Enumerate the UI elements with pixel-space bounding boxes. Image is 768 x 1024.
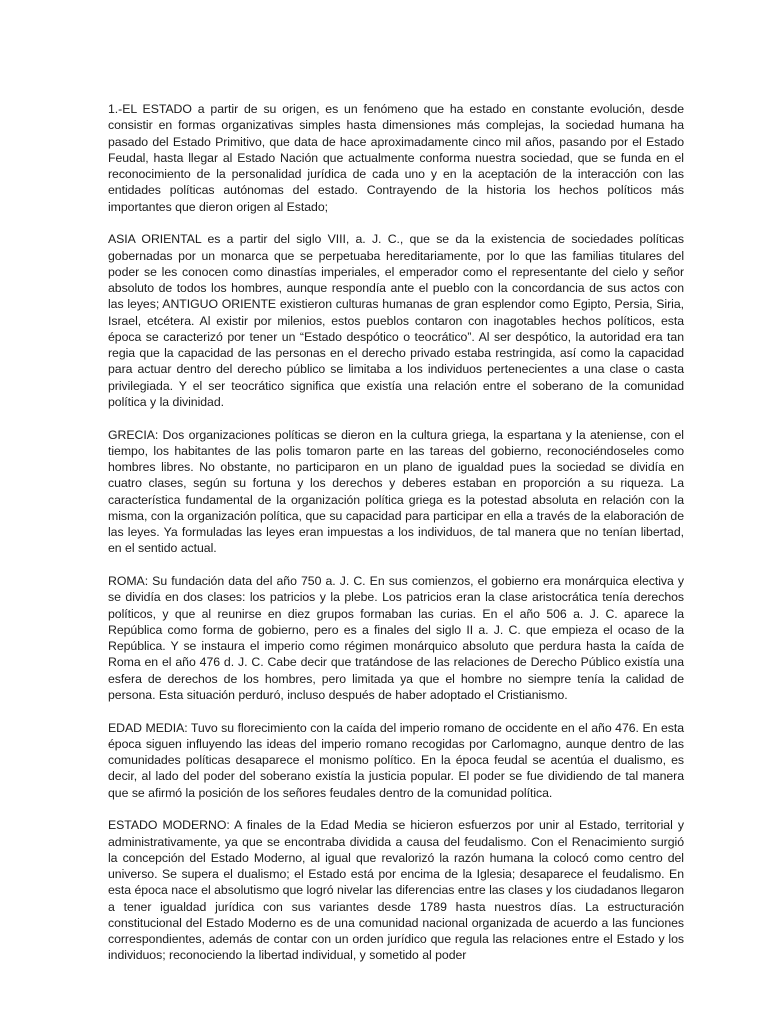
paragraph-el-estado [108, 101, 684, 215]
paragraph-text: Dos organizaciones políticas se dieron en la cultura griega, la espartana y la ateniense, con el tiempo, los habitantes de las polis tomaron parte en las tareas del gobierno, reconociéndoseles como hombres libres. No obstante, no participaron en un plano de igualdad pues la sociedad se dividía en cuatro clases, según su fortuna y los derechos y deberes estaban en proporción a su riqueza. La característica fundamental de la organización política griega es la potestad absoluta en relación con la misma, con la organización política, que su capacidad para participar en ella a través de la elaboración de las leyes. Ya formuladas las leyes eran impuestas a los individuos, de tal manera que no tenían libertad, en el sentido actual. [108, 427, 684, 556]
section-heading: ROMA: [108, 574, 149, 588]
paragraph-text: Tuvo su florecimiento con la caída del imperio romano de occidente en el año 476. En esta época siguen influyendo las ideas del imperio romano recogidas por Carlomagno, aunque dentro de las comunidades políticas desaparece el monismo político. En la época feudal se acentúa el dualismo, es decir, al lado del poder del soberano existía la justicia popular. El poder se fue dividiendo de tal manera que se afirmó la posición de los señores feudales dentro de la comunidad política. [108, 720, 684, 800]
section-heading: EDAD MEDIA: [108, 720, 188, 735]
paragraph-text: a partir de su origen, es un fenómeno que ha estado en constante evolución, desde consistir en formas organizativas simples hasta dimensiones más complejas, la sociedad humana ha pasado del Estado Primitivo, que data de hace aproximadamente cinco mil años, pasando por el Estado Feudal, hasta llegar al Estado Nación que actualmente conforma nuestra sociedad, que se funda en el reconocimiento de la personalidad jurídica de cada uno y en la aceptación de la interacción con las entidades políticas autónomas del estado. Contrayendo de la historia los hechos políticos más importantes que dieron origen al Estado; [108, 102, 684, 214]
paragraph-edad-media [108, 720, 684, 801]
paragraph-text: Su fundación data del año 750 a. J. C. En sus comienzos, el gobierno era monárquica electiva y se dividía en dos clases: los patricios y la plebe. Los patricios eran la clase aristocrática tenía derechos políticos, y que al reunirse en diez grupos formaban las curias. En el año 506 a. J. C. aparece la República como forma de gobierno, pero es a finales del siglo II a. J. C. que empieza el ocaso de la República. Y se instaura el imperio como régimen monárquico absoluto que perdura hasta la caída de Roma en el año 476 d. J. C. Cabe decir que tratándose de las relaciones de Derecho Público existía una esfera de derechos de los hombres, pero limitada ya que el hombre no siempre tenía la calidad de persona. Esta situación perduró, incluso después de haber adoptado el Cristianismo. [108, 574, 684, 702]
paragraph-asia-oriental [108, 231, 684, 410]
document-page [108, 101, 684, 980]
paragraph-text: es a partir del siglo VIII, a. J. C., que se da la existencia de sociedades políticas gobernadas por un monarca que se perpetuaba hereditariamente, por lo que las familias titulares del poder se les conocen como dinastías imperiales, el emperador como el representante del cielo y señor absoluto de todos los hombres, aunque respondía ante el pueblo con la concordancia de sus actos con las leyes; ANTIGUO ORIENTE existieron culturas humanas de gran esplendor como Egipto, Persia, Siria, Israel, etcétera. Al existir por milenios, estos pueblos contaron con inagotables hechos políticos, esta época se caracterizó por tener un “Estado despótico o teocrático”. Al ser despótico, la autoridad era tan regia que la capacidad de las personas en el derecho privado estaba restringida, así como la capacidad para actuar dentro del derecho público se limitaba a los individuos pertenecientes a una clase o casta privilegiada. Y el ser teocrático significa que existía una relación entre el soberano de la comunidad política y la divinidad. [108, 232, 685, 409]
section-heading: ASIA ORIENTAL [108, 232, 202, 247]
section-heading: ESTADO MODERNO: [108, 818, 230, 833]
paragraph-roma [108, 573, 684, 703]
paragraph-text: A finales de la Edad Media se hicieron esfuerzos por unir al Estado, territorial y administrativamente, ya que se encontraba dividida a causa del feudalismo. Con el Renacimiento surgió la concepción del Estado Moderno, al igual que revalorizó la razón humana la colocó como centro del universo. Se supera el dualismo; el Estado está por encima de la Iglesia; desaparece el feudalismo. En esta época nace el absolutismo que logró nivelar las diferencias entre las clases y los ciudadanos llegaron a tener igualdad jurídica con sus variantes desde 1789 hasta nuestros días. La estructuración constitucional del Estado Moderno es de una comunidad nacional organizada de acuerdo a las funciones correspondientes, además de contar con un orden jurídico que regula las relaciones entre el Estado y los individuos; reconociendo la libertad individual, y sometido al poder [108, 818, 684, 963]
section-heading: 1.-EL ESTADO [108, 102, 192, 116]
paragraph-grecia [108, 427, 684, 557]
section-heading: GRECIA: [108, 427, 159, 442]
paragraph-estado-moderno [108, 817, 684, 963]
